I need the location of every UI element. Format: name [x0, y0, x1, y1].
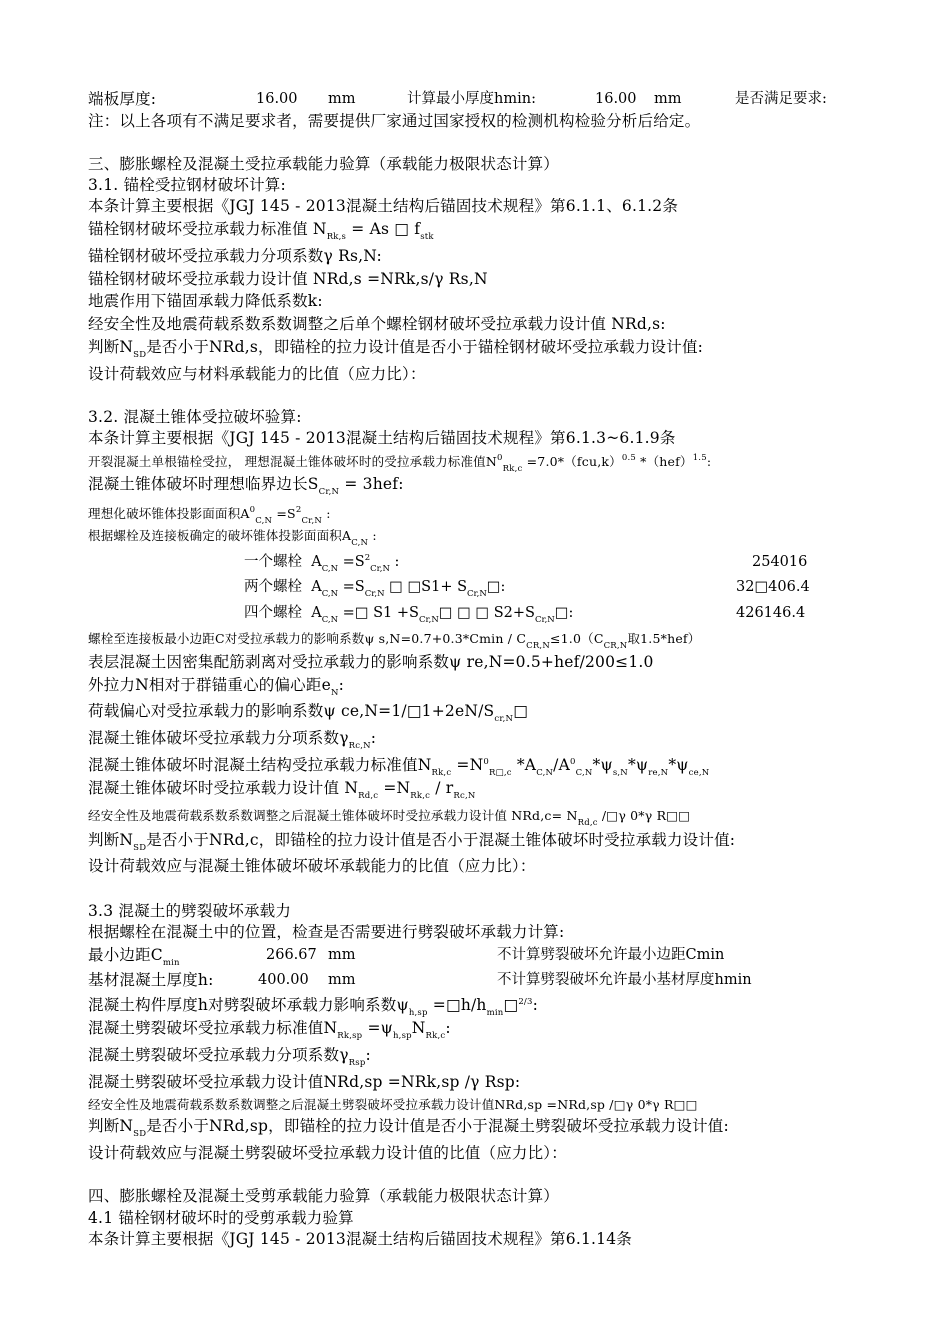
- text: *ψ: [592, 756, 613, 774]
- text: 最小边距C: [88, 946, 163, 964]
- missing-glyph: □: [678, 808, 691, 823]
- two-bolt-value: [736, 580, 810, 595]
- reinforcement-factor-line: 表层混凝土因密集配筋剥离对受拉承载力的影响系数ψ re,N=0.5+hef/200≤1.0: [88, 653, 654, 671]
- text: ,c: [503, 768, 512, 778]
- superscript: 0: [497, 453, 503, 463]
- subscript: SD: [133, 350, 147, 360]
- text: =: [338, 605, 355, 621]
- subscript: Rc,N: [348, 741, 371, 751]
- critical-edge-length-line: [88, 475, 404, 497]
- missing-glyph: □: [438, 605, 453, 621]
- missing-glyph: □: [606, 808, 619, 823]
- missing-glyph: □: [513, 702, 529, 720]
- four-bolt-value: 426146.4: [736, 605, 806, 621]
- stress-ratio-splitting-line: 设计荷载效应与混凝土劈裂破坏受拉承载力设计值的比值（应力比）：: [88, 1144, 567, 1162]
- min-edge-distance-note: 不计算劈裂破坏允许最小边距Cmin: [497, 947, 725, 963]
- code-reference-3-1: 本条计算主要根据《JGJ 145 - 2013混凝土结构后锚固技术规程》第6.1.1、6.1.2条: [88, 197, 679, 215]
- missing-glyph: □: [666, 808, 679, 823]
- text: 外拉力N相对于群锚重心的偏心距e: [88, 676, 331, 694]
- steel-tension-factor-line: 锚栓钢材破坏受拉承载力分项系数γ Rs,N:: [88, 247, 382, 265]
- missing-glyph: □: [475, 605, 490, 621]
- text: =ψ: [362, 1019, 393, 1037]
- splitting-standard-capacity-line: [88, 1019, 451, 1041]
- stress-ratio-steel-line: 设计荷载效应与材料承载能力的比值（应力比）：: [88, 365, 426, 383]
- superscript: 0: [249, 505, 256, 515]
- missing-glyph: □: [389, 579, 403, 595]
- subscript: ce,N: [688, 768, 710, 778]
- text: 混凝土锥体破坏受拉承载力分项系数γ: [88, 729, 349, 747]
- text: 四个螺栓: [244, 605, 302, 621]
- min-thickness-label: 计算最小厚度hmin:: [407, 91, 536, 107]
- missing-glyph: □: [503, 996, 519, 1014]
- missing-glyph: □: [673, 1097, 686, 1112]
- text: :: [338, 676, 345, 694]
- subscript: CR,N: [603, 641, 628, 651]
- text: 两个螺栓: [244, 579, 302, 595]
- subscript: stk: [420, 232, 434, 242]
- seismic-factor-line: 地震作用下锚固承载力降低系数k:: [88, 292, 323, 310]
- superscript: 0: [569, 757, 576, 767]
- text: S2+S: [489, 605, 535, 621]
- text: γ 0*γ R: [625, 1097, 674, 1112]
- base-thickness-value: 400.00: [258, 972, 309, 988]
- missing-glyph: □: [354, 605, 369, 621]
- text: *A: [511, 756, 537, 774]
- section-3-3-heading: 3.3 混凝土的劈裂破坏承载力: [88, 902, 292, 920]
- text: 荷载偏心对受拉承载力的影响系数ψ ce,N=1/: [88, 702, 407, 720]
- subscript: re,N: [648, 768, 669, 778]
- splitting-check-intro: 根据螺栓在混凝土中的位置，检查是否需要进行劈裂破坏承载力计算:: [88, 923, 565, 941]
- text: 混凝土锥体破坏时理想临界边长S: [88, 475, 319, 493]
- text: 理想化破坏锥体投影面面积A: [88, 506, 250, 521]
- text: :: [370, 729, 377, 747]
- text: 混凝土构件厚度h对劈裂破坏承载力影响系数ψ: [88, 996, 409, 1014]
- cone-standard-capacity-line: [88, 756, 710, 778]
- meets-requirement-label: 是否满足要求:: [735, 91, 827, 107]
- subscript: C,N: [321, 589, 339, 599]
- text: *ψ: [627, 756, 649, 774]
- subscript: C,N: [321, 564, 339, 574]
- text: 1+2eN/S: [421, 702, 495, 720]
- text: =S: [272, 506, 296, 521]
- text: =S: [338, 579, 365, 595]
- two-bolt-formula: [244, 579, 506, 599]
- missing-glyph: □: [685, 1097, 698, 1112]
- four-bolt-formula: [244, 605, 574, 625]
- text: 开裂混凝土单根锚栓受拉， 理想混凝土锥体破坏时的受拉承载力标准值N: [88, 454, 498, 469]
- subscript: C,N: [321, 615, 339, 625]
- subscript: Rk,s: [326, 232, 347, 242]
- subscript: N: [330, 688, 339, 698]
- subscript: Cr,N: [318, 487, 340, 497]
- missing-glyph: □: [407, 579, 422, 595]
- splitting-partial-factor-line: [88, 1046, 371, 1068]
- text: :: [500, 579, 506, 595]
- missing-glyph: □: [445, 996, 461, 1014]
- subscript: [489, 768, 512, 778]
- adjusted-cone-design-line: [88, 808, 691, 828]
- superscript: 1.5: [692, 453, 707, 463]
- code-reference-4-1: 本条计算主要根据《JGJ 145 - 2013混凝土结构后锚固技术规程》第6.1.14条: [88, 1230, 632, 1248]
- text: ≤1.0（C: [549, 631, 604, 646]
- subscript: Rk,c: [502, 464, 523, 474]
- one-bolt-value: 254016: [752, 554, 808, 570]
- code-reference-3-2: 本条计算主要根据《JGJ 145 - 2013混凝土结构后锚固技术规程》第6.1.3~6.1.9条: [88, 429, 676, 447]
- steel-tension-design-line: 锚栓钢材破坏受拉承载力设计值 NRd,s =NRk,s/γ Rs,N: [88, 270, 488, 288]
- end-plate-thickness-value: 16.00: [256, 91, 298, 107]
- text: 一个螺栓: [244, 554, 302, 570]
- text: =7.0*（fcu,k）: [522, 454, 622, 469]
- check-nsd-splitting-line: [88, 1117, 729, 1139]
- text: γ 0*γ R: [618, 808, 667, 823]
- text: h/h: [460, 996, 487, 1014]
- text: S1 +S: [368, 605, 419, 621]
- min-edge-distance-unit: mm: [328, 947, 356, 963]
- subscript: Cr,N: [467, 589, 487, 599]
- text: A: [311, 605, 322, 621]
- subscript: min: [486, 1008, 504, 1018]
- text: :: [365, 1046, 371, 1064]
- note-line: 注：以上各项有不满足要求者，需要提供厂家通过国家授权的检测机构检验分析后给定。: [88, 112, 701, 130]
- subscript: Rk,sp: [337, 1031, 363, 1041]
- text: 是否小于NRd,s，即锚栓的拉力设计值是否小于锚栓钢材破坏受拉承载力设计值:: [146, 338, 704, 356]
- subscript: Cr,N: [301, 516, 323, 526]
- section-3-heading: 三、膨胀螺栓及混凝土受拉承载能力验算（承载能力极限状态计算）: [88, 155, 560, 173]
- text: =: [427, 996, 446, 1014]
- text: :: [706, 454, 712, 469]
- text: / r: [430, 779, 454, 797]
- text: 经安全性及地震荷载系数系数调整之后混凝土劈裂破坏受拉承载力设计值NRd,sp =NRd,sp /: [88, 1097, 614, 1112]
- text: 经安全性及地震荷载系数系数调整之后混凝土锥体破坏时受拉承载力设计值 NRd,c= N: [88, 808, 578, 823]
- text: 是否小于NRd,c，即锚栓的拉力设计值是否小于混凝土锥体破坏时受拉承载力设计值:: [146, 831, 736, 849]
- text: =N: [451, 756, 484, 774]
- subscript: Cr,N: [370, 564, 390, 574]
- cone-standard-value-line: [88, 453, 712, 474]
- cone-partial-factor-line: [88, 729, 377, 751]
- stress-ratio-cone-line: 设计荷载效应与混凝土锥体破坏破坏承载能力的比值（应力比）：: [88, 857, 536, 875]
- text: = As: [346, 220, 395, 238]
- subscript: h,sp: [408, 1008, 428, 1018]
- text: =N: [378, 779, 411, 797]
- text: :: [445, 1019, 451, 1037]
- text: *（hef）: [635, 454, 693, 469]
- text: S1+ S: [421, 579, 468, 595]
- subscript: min: [162, 958, 180, 968]
- text: :: [368, 528, 377, 543]
- steel-tension-standard-line: [88, 220, 434, 242]
- missing-glyph: □: [457, 605, 471, 621]
- text: = 3hef:: [339, 475, 404, 493]
- subscript: Rsp: [348, 1058, 366, 1068]
- subscript: Rk,c: [410, 791, 431, 801]
- superscript: 2: [295, 505, 302, 515]
- adjusted-steel-design-line: 经安全性及地震荷载系数系数调整之后单个螺栓钢材破坏受拉承载力设计值 NRd,s:: [88, 315, 666, 333]
- ideal-projected-area-line: [88, 505, 331, 526]
- text: 螺栓至连接板最小边距C对受拉承载力的影响系数ψ s,N=0.7+0.3*Cmin / C: [88, 631, 527, 646]
- missing-glyph: □: [406, 702, 422, 720]
- min-edge-distance-value: 266.67: [266, 947, 317, 963]
- text: 判断N: [88, 831, 134, 849]
- superscript: 2/3: [518, 997, 533, 1007]
- check-nsd-cone-line: [88, 831, 736, 853]
- subscript: Rd,c: [358, 791, 379, 801]
- text: N: [411, 1019, 426, 1037]
- eccentricity-factor-line: [88, 702, 529, 724]
- text: 取1.5*hef）: [627, 631, 701, 646]
- superscript: 0: [483, 757, 489, 767]
- text: 32: [736, 579, 755, 595]
- subscript: C,N: [351, 538, 369, 548]
- text: /A: [553, 756, 570, 774]
- subscript: C,N: [536, 768, 554, 778]
- superscript: 2: [364, 553, 371, 563]
- subscript: SD: [133, 843, 147, 853]
- text: 406.4: [768, 579, 810, 595]
- text: 判断N: [88, 1117, 134, 1135]
- section-4-1-heading: 4.1 锚栓钢材破坏时的受剪承载力验算: [88, 1209, 354, 1227]
- section-3-2-heading: 3.2. 混凝土锥体受拉破坏验算:: [88, 408, 302, 426]
- text: /: [597, 808, 607, 823]
- min-thickness-value: 16.00: [595, 91, 637, 107]
- text: 混凝土劈裂破坏受拉承载力分项系数γ: [88, 1046, 349, 1064]
- missing-glyph: □: [754, 579, 769, 595]
- text: 判断N: [88, 338, 134, 356]
- splitting-design-capacity-line: 混凝土劈裂破坏受拉承载力设计值NRd,sp =NRk,sp /γ Rsp:: [88, 1073, 521, 1091]
- text: 混凝土锥体破坏时受拉承载力设计值 N: [88, 779, 359, 797]
- text: R: [488, 768, 496, 778]
- text: :: [389, 554, 400, 570]
- subscript: Rk,c: [431, 768, 452, 778]
- text: =S: [338, 554, 365, 570]
- end-plate-thickness-label: 端板厚度:: [88, 90, 157, 108]
- thickness-factor-line: [88, 996, 539, 1018]
- actual-projected-area-line: [88, 528, 377, 548]
- end-plate-thickness-unit: mm: [328, 91, 356, 107]
- adjusted-splitting-design-line: [88, 1099, 698, 1112]
- text: :: [322, 506, 331, 521]
- check-nsd-steel-line: [88, 338, 704, 360]
- subscript: Rk,c: [425, 1031, 446, 1041]
- missing-glyph: □: [486, 579, 501, 595]
- subscript: cr,N: [494, 714, 514, 724]
- subscript: Cr,N: [364, 589, 385, 599]
- text: A: [311, 579, 322, 595]
- cone-design-capacity-line: [88, 779, 476, 801]
- one-bolt-formula: [244, 553, 400, 574]
- text: 根据螺栓及连接板确定的破坏锥体投影面面积A: [88, 528, 352, 543]
- subscript: Rc,N: [453, 791, 476, 801]
- subscript: C,N: [575, 768, 593, 778]
- subscript: SD: [133, 1129, 147, 1139]
- text: 混凝土劈裂破坏受拉承载力标准值N: [88, 1019, 338, 1037]
- text: :: [532, 996, 539, 1014]
- subscript: Cr,N: [534, 615, 555, 625]
- subscript: CR,N: [526, 641, 550, 651]
- base-thickness-note: 不计算劈裂破坏允许最小基材厚度hmin: [497, 972, 752, 988]
- text: f: [409, 220, 421, 238]
- superscript: 0.5: [621, 453, 636, 463]
- edge-distance-factor-line: [88, 631, 701, 651]
- subscript: Cr,N: [418, 615, 439, 625]
- base-thickness-unit: mm: [328, 972, 356, 988]
- subscript: Rd,c: [577, 818, 598, 828]
- base-thickness-line: 基材混凝土厚度h:: [88, 971, 214, 989]
- eccentricity-line: [88, 676, 345, 698]
- subscript: h,sp: [393, 1031, 412, 1041]
- text: 是否小于NRd,sp，即锚栓的拉力设计值是否小于混凝土劈裂破坏受拉承载力设计值:: [146, 1117, 729, 1135]
- text: *ψ: [668, 756, 689, 774]
- text: :: [568, 605, 574, 621]
- min-thickness-unit: mm: [654, 91, 682, 107]
- missing-glyph: □: [554, 605, 569, 621]
- subscript: C,N: [255, 516, 273, 526]
- missing-glyph: □: [613, 1097, 626, 1112]
- text: 锚栓钢材破坏受拉承载力标准值 N: [88, 220, 327, 238]
- missing-glyph: □: [495, 768, 504, 778]
- section-3-1-heading: 3.1. 锚栓受拉钢材破坏计算:: [88, 176, 286, 194]
- min-edge-distance-line: [88, 946, 180, 968]
- section-4-heading: 四、膨胀螺栓及混凝土受剪承载能力验算（承载能力极限状态计算）: [88, 1187, 560, 1205]
- text: A: [311, 554, 322, 570]
- text: 混凝土锥体破坏时混凝土结构受拉承载力标准值N: [88, 756, 432, 774]
- subscript: s,N: [612, 768, 628, 778]
- missing-glyph: □: [394, 220, 410, 238]
